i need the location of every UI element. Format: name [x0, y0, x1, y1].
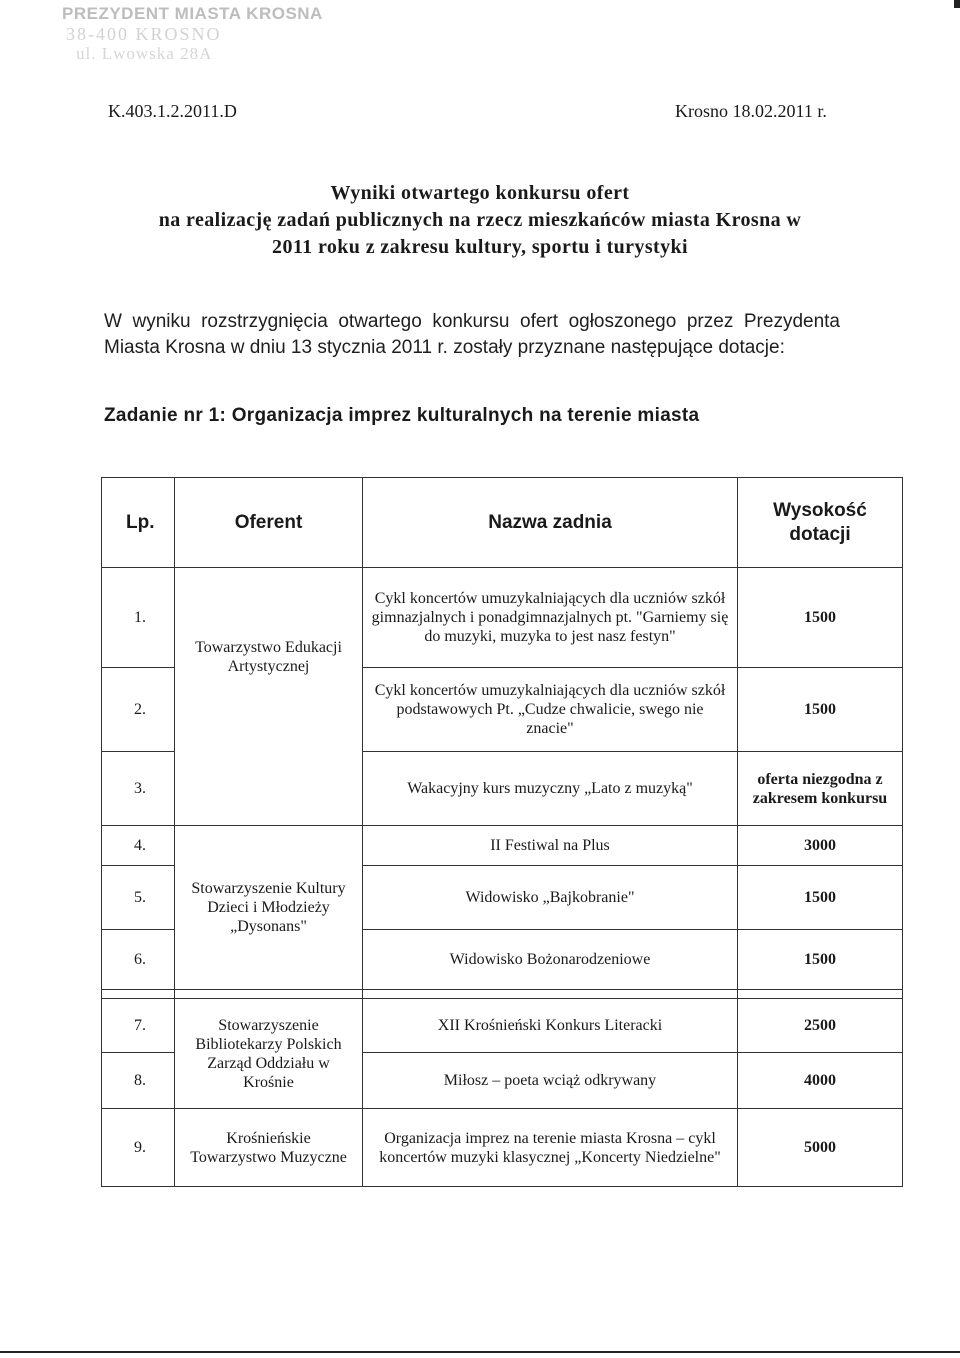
- stamp-line-office: PREZYDENT MIASTA KROSNA: [62, 4, 323, 23]
- row-lp: 4.: [102, 826, 175, 866]
- row-lp: 2.: [102, 668, 175, 752]
- scan-corner-mark: [954, 0, 960, 8]
- stamp-line-city: 38-400 KROSNO: [66, 23, 222, 44]
- row-lp: 6.: [102, 930, 175, 990]
- title-line-3: 2011 roku z zakresu kultury, sportu i turystyki: [272, 236, 688, 258]
- row-nazwa: Widowisko „Bajkobranie": [363, 866, 738, 930]
- row-kwota: 3000: [738, 826, 903, 866]
- row-nazwa: Widowisko Bożonarodzeniowe: [363, 930, 738, 990]
- intro-paragraph: W wyniku rozstrzygnięcia otwartego konkursu ofert ogłoszonego przez Prezydenta Miasta Krosna w dniu 13 stycznia 2011 r. zostały przyznane następujące dotacje:: [104, 311, 840, 358]
- row-kwota: 1500: [738, 930, 903, 990]
- table-row: [102, 568, 903, 668]
- row-kwota: 1500: [738, 668, 903, 752]
- row-nazwa: Cykl koncertów umuzykalniających dla uczniów szkół podstawowych Pt. „Cudze chwalicie, swego nie znacie": [363, 668, 738, 752]
- row-lp: 9.: [102, 1109, 175, 1187]
- row-lp: 3.: [102, 752, 175, 826]
- title-line-1: Wyniki otwartego konkursu ofert: [330, 182, 630, 204]
- row-lp: 5.: [102, 866, 175, 930]
- row-nazwa: XII Krośnieński Konkurs Literacki: [363, 999, 738, 1053]
- row-lp: 7.: [102, 999, 175, 1053]
- header-lp: Lp.: [102, 478, 175, 568]
- document-title: [80, 180, 880, 261]
- row-nazwa: II Festiwal na Plus: [363, 826, 738, 866]
- scan-bottom-edge: [0, 1351, 960, 1353]
- row-kwota: 1500: [738, 568, 903, 668]
- row-nazwa: Miłosz – poeta wciąż odkrywany: [363, 1053, 738, 1109]
- row-oferent: Stowarzyszenie Kultury Dzieci i Młodzieży „Dysonans": [175, 826, 363, 990]
- header-nazwa: Nazwa zadnia: [363, 478, 738, 568]
- row-kwota: 2500: [738, 999, 903, 1053]
- row-kwota: 1500: [738, 866, 903, 930]
- table-row: [102, 1109, 903, 1187]
- row-lp: 1.: [102, 568, 175, 668]
- table-row: [102, 999, 903, 1053]
- task-heading: Zadanie nr 1: Organizacja imprez kulturalnych na terenie miasta: [104, 405, 700, 426]
- row-oferent: Towarzystwo Edukacji Artystycznej: [175, 568, 363, 826]
- grants-table: [101, 477, 903, 1187]
- table-separator: [102, 990, 903, 999]
- table-row: [102, 826, 903, 866]
- reference-number: K.403.1.2.2011.D: [108, 101, 237, 121]
- row-oferent: Krośnieńskie Towarzystwo Muzyczne: [175, 1109, 363, 1187]
- stamp-line-street: ul. Lwowska 28A: [76, 44, 213, 64]
- row-nazwa: Organizacja imprez na terenie miasta Krosna – cykl koncertów muzyki klasycznej „Koncerty Niedzielne": [363, 1109, 738, 1187]
- row-kwota: oferta niezgodna z zakresem konkursu: [738, 752, 903, 826]
- row-lp: 8.: [102, 1053, 175, 1109]
- office-stamp: [62, 4, 323, 64]
- row-kwota: 4000: [738, 1053, 903, 1109]
- row-kwota: 5000: [738, 1109, 903, 1187]
- document-date: Krosno 18.02.2011 r.: [675, 101, 827, 121]
- title-line-2: na realizację zadań publicznych na rzecz mieszkańców miasta Krosna w: [158, 209, 802, 231]
- header-oferent: Oferent: [175, 478, 363, 568]
- row-nazwa: Wakacyjny kurs muzyczny „Lato z muzyką": [363, 752, 738, 826]
- row-nazwa: Cykl koncertów umuzykalniających dla uczniów szkół gimnazjalnych i ponadgimnazjalnych pt. "Garniemy się do muzyki, muzyka to jest nasz festyn": [363, 568, 738, 668]
- row-oferent: Stowarzyszenie Bibliotekarzy Polskich Zarząd Oddziału w Krośnie: [175, 999, 363, 1109]
- table-header-row: [102, 478, 903, 568]
- header-wysokosc: Wysokość dotacji: [738, 478, 903, 568]
